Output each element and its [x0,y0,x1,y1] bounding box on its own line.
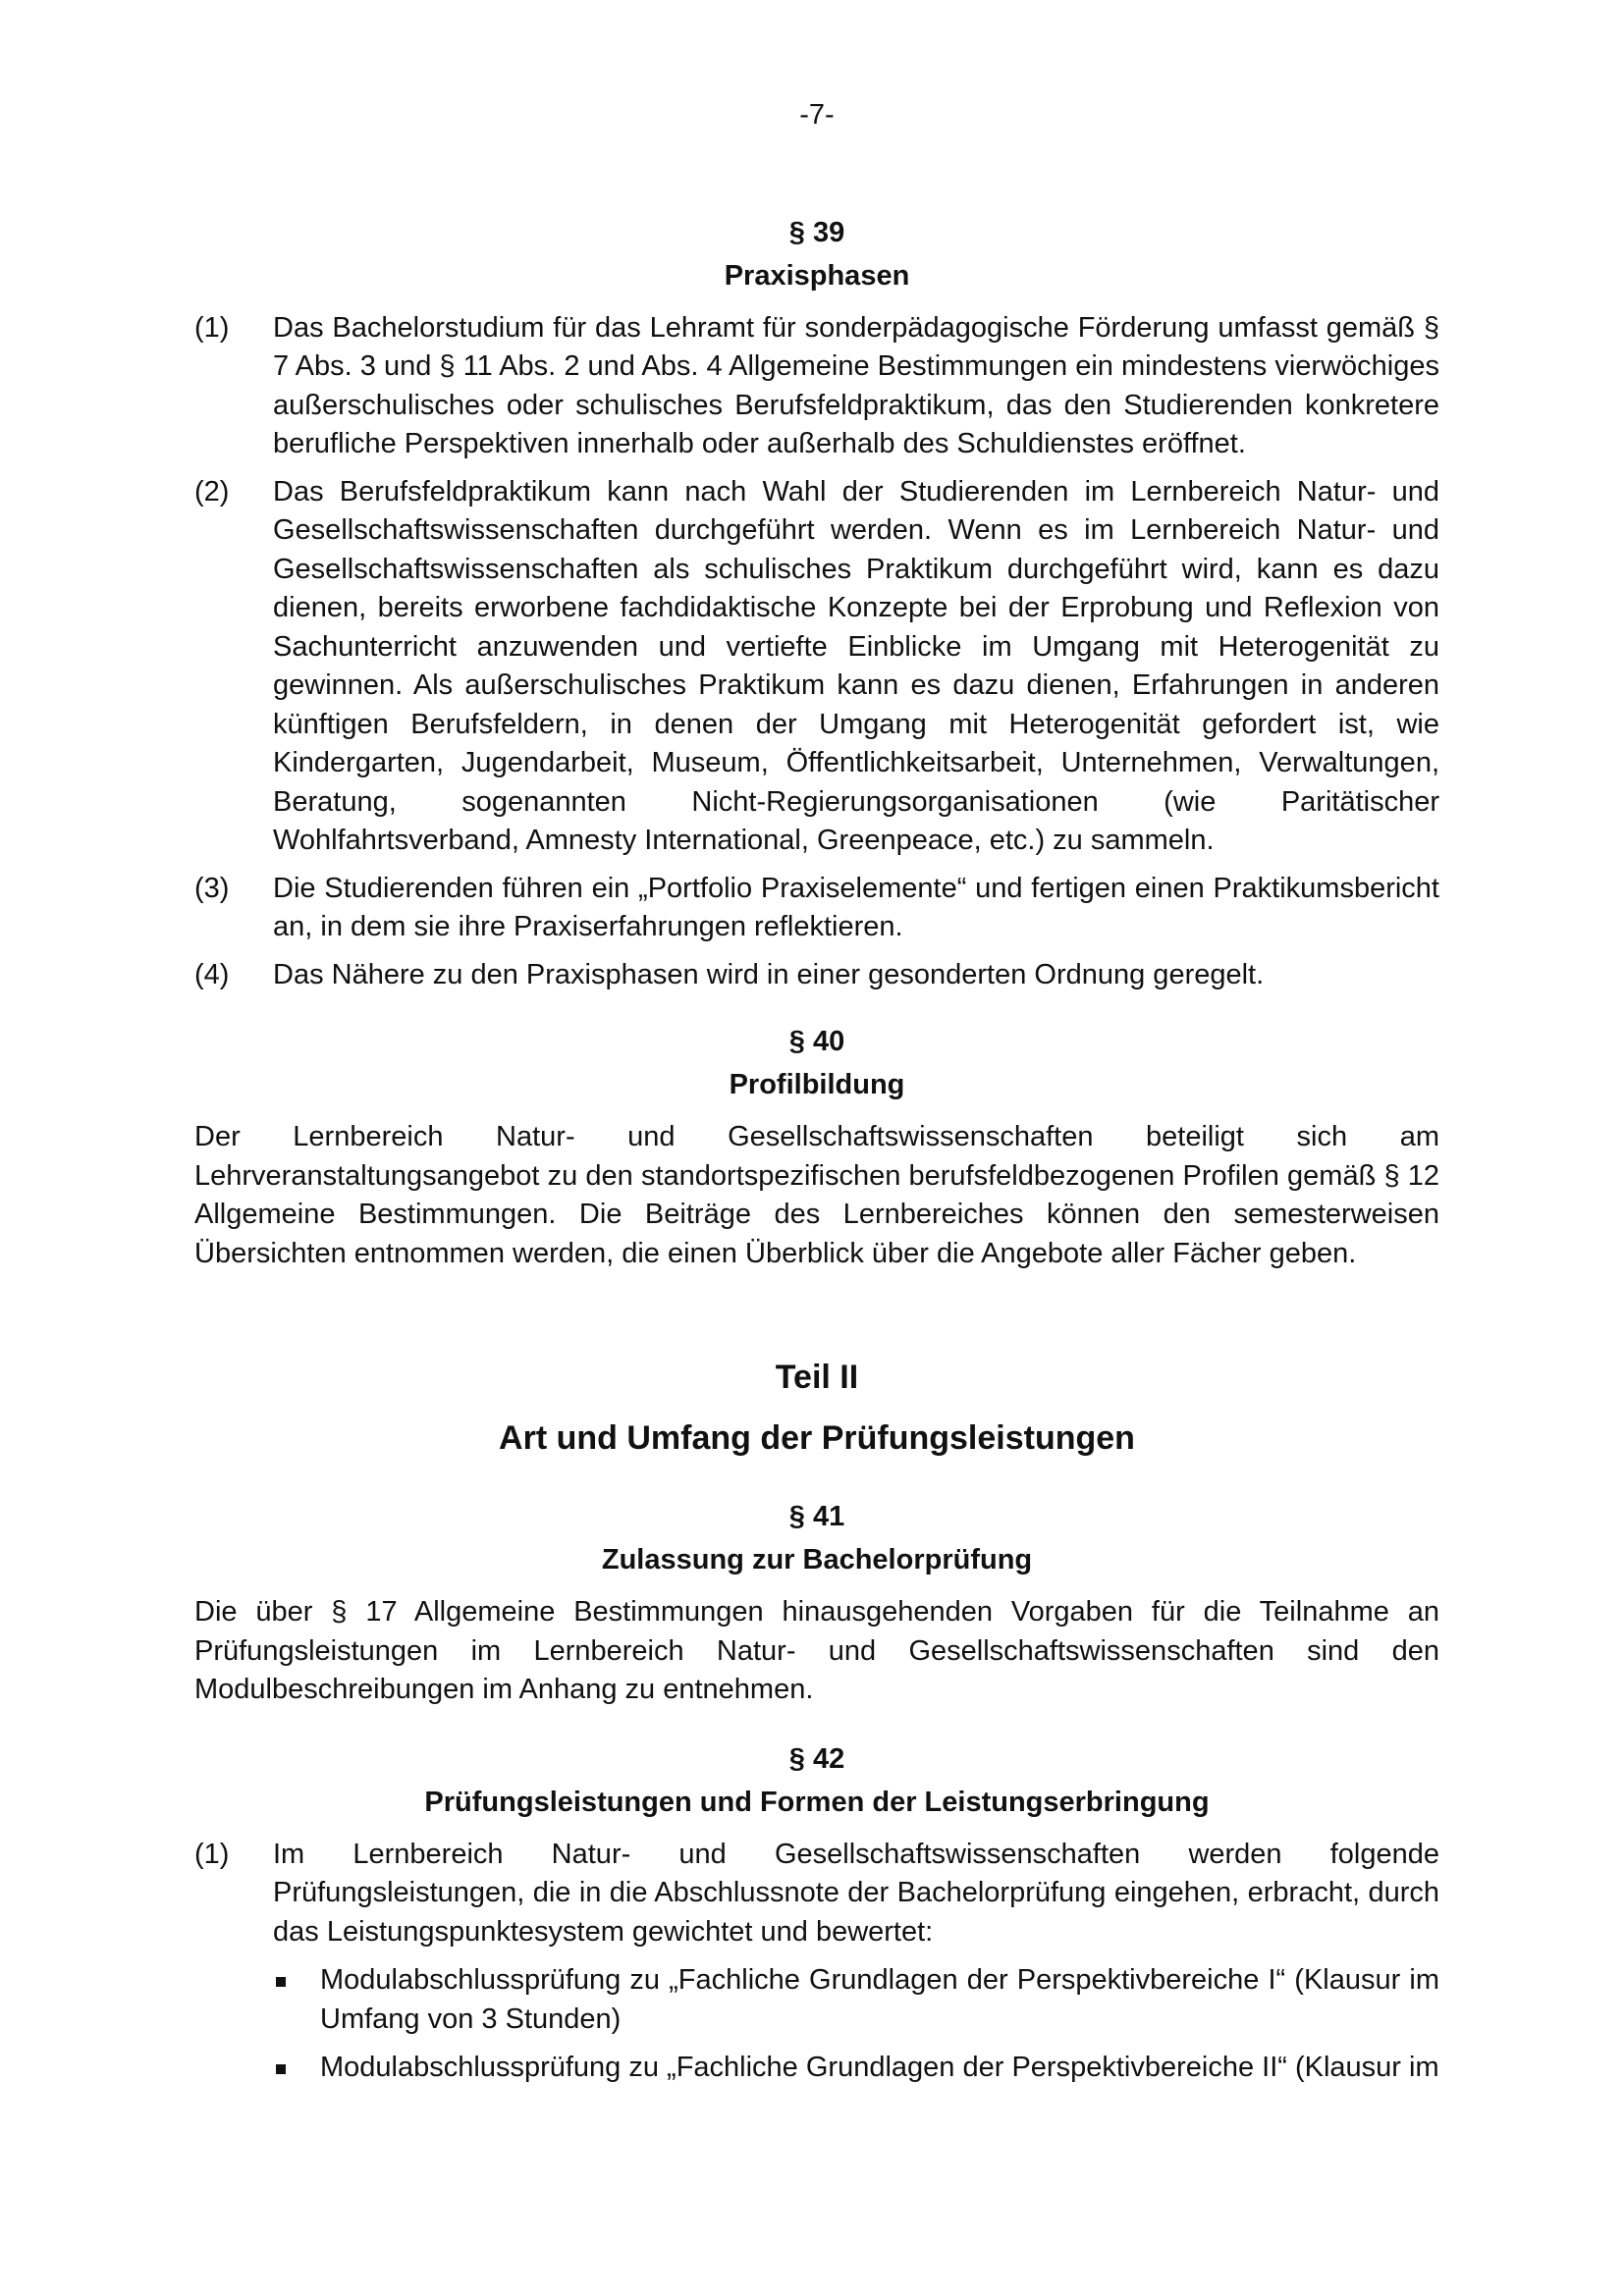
part-title: Art und Umfang der Prüfungsleistungen [499,1419,1135,1457]
list-item-text: Modulabschlussprüfung zu „Fachliche Grundlagen der Perspektivbereiche II“ (Klausur im [320,2052,1439,2083]
paragraph-number: (4) [194,958,230,990]
section-title: Profilbildung [729,1069,905,1100]
paragraph [194,870,1439,947]
section-number: § 40 [788,1026,845,1057]
paragraph-number: (2) [194,475,230,507]
paragraph-number: (3) [194,872,230,904]
section-40-heading [194,1020,1439,1106]
paragraph-number: (1) [194,1838,230,1870]
section-title: Praxisphasen [724,259,910,292]
section-text: Der Lernbereich Natur- und Gesellschaftswissenschaften beteiligt sich am Lehrveranstaltungsangebot zu den standortspezifischen berufsfeldbezogenen Profilen gemäß § 12 Allgemeine Bestimmungen. Die Beiträge des Lernbereiches können den semesterweisen Übersichten entnommen werden, die einen Überblick über die Angebote aller Fächer geben. [194,1121,1439,1269]
bullet-list [273,1961,1439,2088]
list-item [273,1961,1439,2039]
page-number: -7- [799,99,835,131]
paragraph-text: Die Studierenden führen ein „Portfolio Praxiselemente“ und fertigen einen Praktikumsbericht an, in dem sie ihre Praxiserfahrungen reflektieren. [273,872,1439,942]
section-41-heading [194,1495,1439,1581]
section-text: Die über § 17 Allgemeine Bestimmungen hinausgehenden Vorgaben für die Teilnahme an Prüfungsleistungen im Lernbereich Natur- und Gesellschaftswissenschaften sind den Modulbeschreibungen im Anhang zu entnehmen. [194,1596,1439,1705]
section-title: Zulassung zur Bachelorprüfung [601,1544,1033,1575]
paragraph [194,1836,1439,1952]
section-title: Prüfungsleistungen und Formen der Leistungserbringung [424,1786,1210,1818]
list-item [273,2049,1439,2088]
section-number: § 42 [788,1742,845,1775]
square-bullet-icon [273,1961,320,2039]
paragraph-text: Im Lernbereich Natur- und Gesellschaftswissenschaften werden folgende Prüfungsleistungen, die in die Abschlussnote der Bachelorprüfung eingehen, erbracht, durch das Leistungspunktesystem gewichtet und bewertet: [273,1838,1439,1948]
paragraph-text: Das Berufsfeldpraktikum kann nach Wahl der Studierenden im Lernbereich Natur- und Gesellschaftswissenschaften durchgeführt werden. Wenn es im Lernbereich Natur- und Gesellschaftswissenschaften als schulisches Praktikum durchgeführt wird, kann es dazu dienen, bereits erworbene fachdidaktische Konzepte bei der Erprobung und Reflexion von Sachunterricht anzuwenden und vertiefte Einblicke im Umgang mit Heterogenität zu gewinnen. Als außerschulisches Praktikum kann es dazu dienen, Erfahrungen in anderen künftigen Berufsfeldern, in denen der Umgang mit Heterogenität gefordert ist, wie Kindergarten, Jugendarbeit, Museum, Öffentlichkeitsarbeit, Unternehmen, Verwaltungen, Beratung, sogenannten Nicht-Regierungsorganisationen (wie Paritätischer Wohlfahrtsverband, Amnesty International, Greenpeace, etc.) zu sammeln. [273,475,1439,856]
paragraph [194,473,1439,861]
section-number: § 39 [788,216,845,248]
paragraph [194,309,1439,464]
paragraph-text: Das Nähere zu den Praxisphasen wird in einer gesonderten Ordnung geregelt. [273,958,1265,990]
paragraph-text: Das Bachelorstudium für das Lehramt für sonderpädagogische Förderung umfasst gemäß § 7 Abs. 3 und § 11 Abs. 2 und Abs. 4 Allgemeine Bestimmungen ein mindestens vierwöchiges außerschulisches oder schulisches Berufsfeldpraktikum, das den Studierenden konkretere berufliche Perspektiven innerhalb oder außerhalb des Schuldienstes eröffnet. [273,311,1439,459]
section-39-heading [194,211,1439,297]
list-item-text: Modulabschlussprüfung zu „Fachliche Grundlagen der Perspektivbereiche I“ (Klausur im Umfang von 3 Stunden) [320,1964,1439,2035]
part-label: Teil II [775,1359,859,1396]
paragraph [194,956,1439,995]
section-42-heading [194,1737,1439,1824]
paragraph-number: (1) [194,311,230,344]
square-bullet-icon [273,2049,320,2088]
section-number: § 41 [788,1501,845,1532]
